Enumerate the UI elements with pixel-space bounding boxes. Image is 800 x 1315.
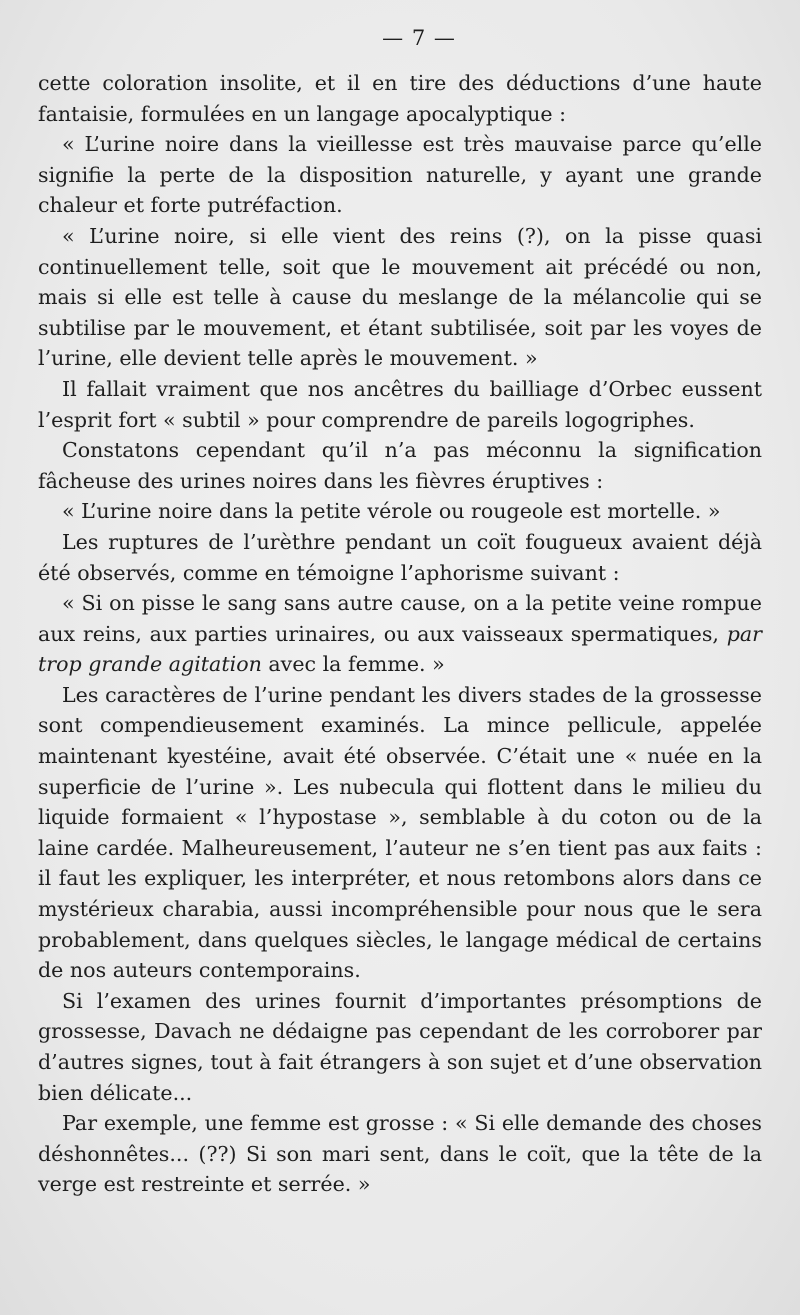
paragraph-11: Par exemple, une femme est grosse : « Si elle demande des choses déshonnêtes... (??) Si son mari sent, dans le coït, que la tête de la verge est restreinte et serrée. » [38, 1111, 762, 1197]
paragraph-9: Les caractères de l’urine pendant les divers stades de la grossesse sont compendieusement examinés. La mince pellicule, appelée maintenant kyestéine, avait été observée. C’était une « nuée en la superficie de l’urine ». Les nubecula qui flottent dans le milieu du liquide formaient « l’hypostase », semblable à du coton ou de la laine cardée. Malheureusement, l’auteur ne s’en tient pas aux faits : il faut les expliquer, les interpréter, et nous retombons alors dans ce mystérieux charabia, aussi incompréhensible pour nous que le sera probablement, dans quelques siècles, le langage médical de certains de nos auteurs contemporains. [38, 682, 762, 983]
paragraph-7: Les ruptures de l’urèthre pendant un coït fougueux avaient déjà été observés, comme en témoigne l’aphorisme suivant : [38, 529, 762, 585]
paragraph-1: cette coloration insolite, et il en tire des déductions d’une haute fantaisie, formulées en un langage apocalyptique : [38, 71, 762, 126]
paragraph-2: « L’urine noire dans la vieillesse est très mauvaise parce qu’elle signifie la perte de la disposition naturelle, y ayant une grande chaleur et forte putréfaction. [38, 132, 762, 218]
paragraph-6: « L’urine noire dans la petite vérole ou rougeole est mortelle. » [62, 499, 721, 524]
paragraph-4: Il fallait vraiment que nos ancêtres du bailliage d’Orbec eussent l’esprit fort « subtil » pour comprendre de pareils logogriphes. [38, 376, 762, 432]
paragraph-8-italic: par trop grande agitation [38, 621, 762, 677]
paragraph-8-text-before: « Si on pisse le sang sans autre cause, on a la petite veine rompue aux reins, aux parties urinaires, ou aux vaisseaux spermatiques, [38, 591, 762, 646]
paragraph-5: Constatons cependant qu’il n’a pas méconnu la signification fâcheuse des urines noires dans les fièvres éruptives : [38, 438, 762, 493]
paragraph-8-text-after: avec la femme. » [261, 652, 445, 677]
paragraph-10: Si l’examen des urines fournit d’importantes présomptions de grossesse, Davach ne dédaigne pas cependant de les corroborer par d’autres signes, tout à fait étrangers à son sujet et d’une observation bien délicate... [38, 988, 762, 1105]
paragraph-8 [38, 588, 762, 680]
paragraph-3: « L’urine noire, si elle vient des reins (?), on la pisse quasi continuellement telle, soit que le mouvement ait précédé ou non, mais si elle est telle à cause du meslange de la mélancolie qui se subtilise par le mouvement, et étant subtilisée, soit par les voyes de l’urine, elle devient telle après le mouvement. » [38, 223, 762, 371]
page-number: — 7 — [382, 26, 456, 50]
body-text [38, 68, 762, 1200]
